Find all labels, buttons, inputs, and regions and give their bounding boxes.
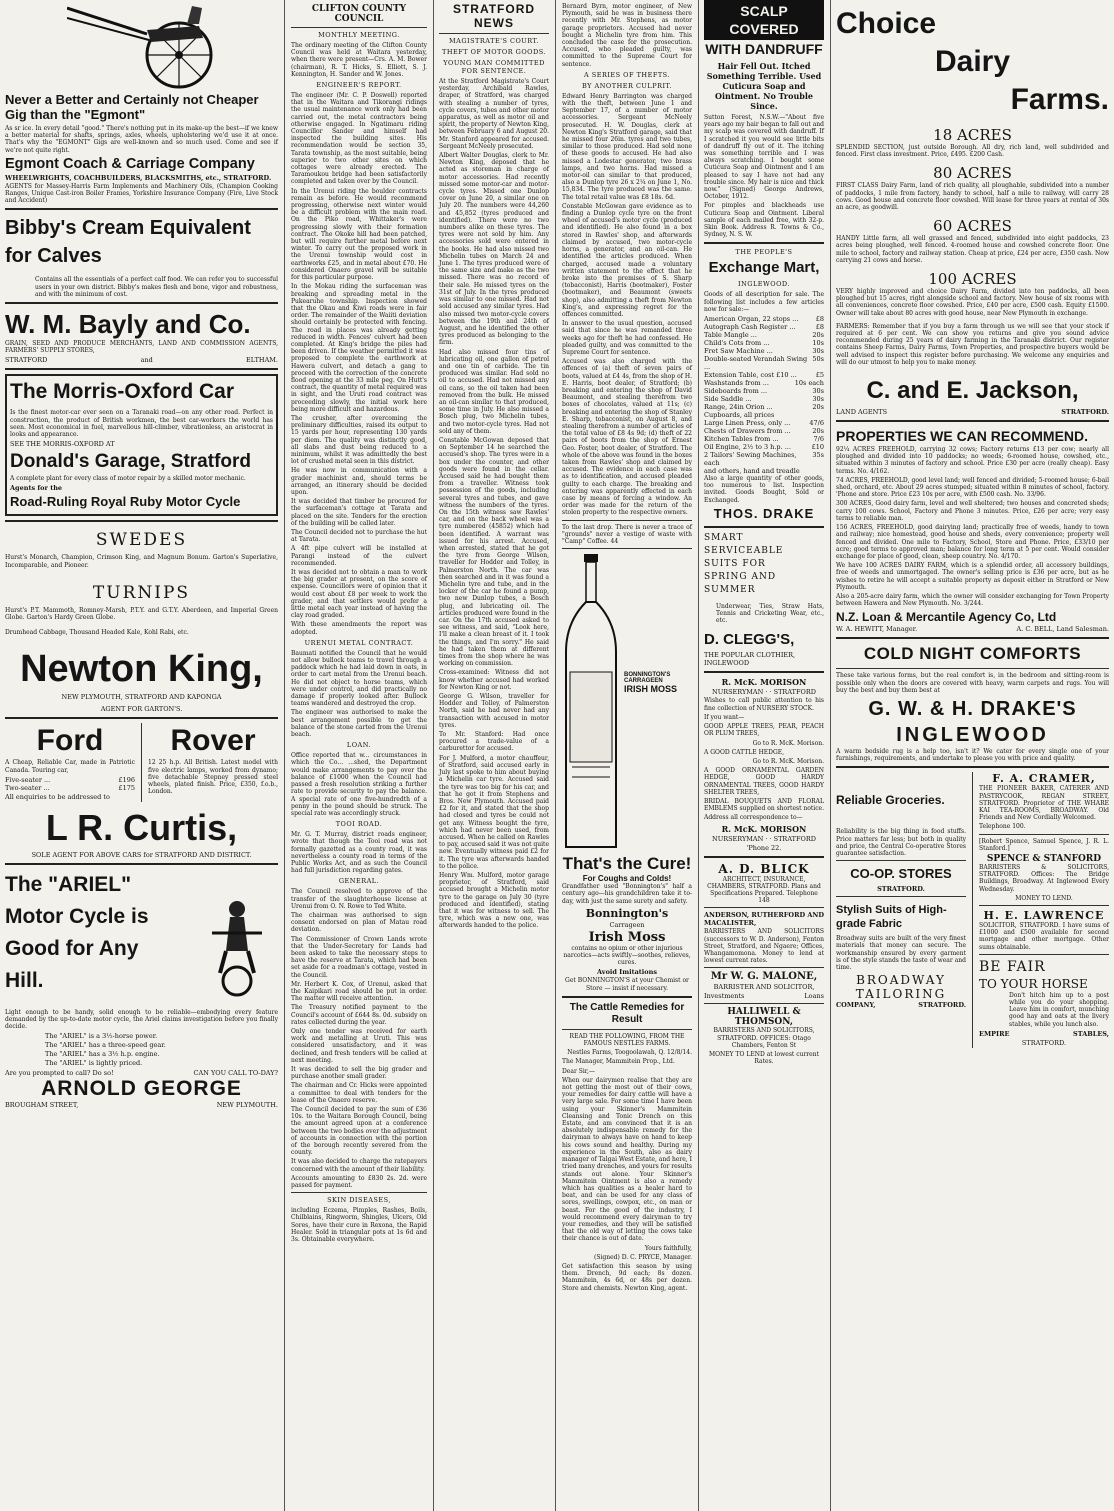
peoples-label: THE PEOPLE'S (735, 248, 793, 257)
arnold-george-name: ARNOLD GEORGE (41, 1077, 242, 1101)
ariel-body: Light enough to be handy, solid enough to be reliable—embodying every feature demanded by the up-to-date motor cycle, the Ariel claims investigation before you finally decide. (5, 1008, 278, 1031)
farm-80-acres-head: 80 ACRES (933, 164, 1012, 183)
series-p4: Accused was also charged with the offences of (a) theft of seven pairs of boots, valued at £4 4s, from the shop of H. E. Harris, boot dealer, of Stratford; (b) breaking and entering the shop of David Beaumont, and stealing therefrom two boxes of chocolates, valued at 11s; (c) breaking and entering the shop of Stanley E. Sharp, tobacconist, on August 8, and stealing therefrom a number of articles of the total value of £8 4s 9d; (d) theft of 22 pairs of boots from the shop of Ernest Geo. Foster, boot dealer, of Stratford. The whole of the above was found in the boxes taken from Rawles' shop and claimed by accused. The evidence in each case was as to identification, and accused pleaded guilty to each charge. The breaking and entering was apparently effected in each case by means of forcing a window. An order was made for the return of the stolen property to the respective owners. (562, 358, 692, 517)
stratford-p2: Albert Walter Douglas, clerk to Mr. Newton King, deposed that he acted as storeman in charge of motor accessories. Had recently missed some motor-car and motor-cycle tyres. Missed one Dunlop cover on June 20, a similar one on July 20. The numbers were 44,260 and 45,852 (tyres produced and identified). There were no two numbers alike on these tyres. The tyres were not sold by him. Any accessories sold were entered in the books. He had also missed two Michelin tubes on March 24 and June 1. The tyres produced were of the same size and make as the two missed. There was no record of their sale. He missed tyres on the 31st of July. In the tyres produced was similar to one missed. Had not sold accused any similar tyres. Had also missed two motor-cycle covers between the 19th and 24th of August, and he identified the other tyres produced as belonging to the firm. (439, 152, 549, 347)
property-6: Also a 205-acre dairy farm, which the owner will consider exchanging for Town Property between Hawera and New Plymouth. No. 3/244. (836, 592, 1109, 608)
column-advertisements-middle (699, 0, 829, 1511)
clifton-p20: The Treasury notified payment to the Council's account of £644 8s. 0d. subsidy on rates collected during the year. (291, 1004, 427, 1026)
clifton-p8: The Council decided not to purchase the hut at Tarata. (291, 529, 427, 544)
column-court-continued (557, 0, 697, 1511)
clifton-p2: The engineer (Mr. C. P. Doswell) reported that in the Waitara and Tikorangi ridings the usual maintenance work only had been carried out, the metal contractors being otherwise engaged. In Ngatimaru riding Councillor Sander and himself had inspected the building sites. His recommendation would be section 35, Tarata township, as the most suitable, being superior to two other sites on which cottages were already erected. The Taramoukou bridge had been satisfactorily completed and taken over by the Council. (291, 92, 427, 186)
donald-agents: Agents for the (10, 484, 63, 493)
exchange-mart-items (704, 315, 824, 475)
bayly-company-name: W. M. Bayly and Co. (5, 309, 251, 340)
morison-body: Wishes to call public attention to his fine collection of NURSERY STOCK. (704, 697, 824, 712)
thos-drake-name: THOS. DRAKE (713, 505, 815, 521)
cramer-telephone: Telephone 100. (979, 823, 1026, 831)
theft-heading: THEFT OF MOTOR GOODS. (441, 48, 547, 56)
motorcycle-rider-illustration (202, 889, 272, 999)
clifton-p26: Accounts amounting to £830 2s. 2d. were passed for payment. (291, 1174, 427, 1190)
property-5: We have 100 ACRES DAIRY FARM, which is a splendid order, all accessory buildings, free of weeds and unmortgaged. The owner's selling price is £36 per acre, but as he wishes to retire he will accept a suitable property as deposit either in Stratford or New Plymouth. (836, 562, 1109, 591)
ford-five-seater: Five-seater ... £196 (5, 775, 135, 784)
drakes-body: A warm bedside rug is a help too, isn't it? We cater for every single one of your furnishings, requirements, and undertake to please you with price and quality. (836, 747, 1109, 763)
bonnington-get: Get BONNINGTON'S at your Chemist or Store — insist if necessary. (565, 977, 689, 992)
court-top-paragraph: Bernard Byrn, motor engineer, of New Plymouth, said he was in business there recently with Mr. Stephens, as motor garage proprietors. Accused had never bought a Michelin tyre from him. This concluded the case for the prosecution. Accused, who pleaded guilty, was committed to the Supreme Court for sentence. (562, 3, 692, 68)
drumhead-line: Drumhead Cabbage, Thousand Headed Kale, Kohl Rabi, etc. (5, 629, 189, 637)
egmont-trades: WHEELWRIGHTS, COACHBUILDERS, BLACKSMITHS, etc., STRATFORD. (5, 173, 272, 182)
property-1: 92¼ ACRES FREEHOLD, carrying 32 cows; Factory returns £13 per cow; nearly all ploughed and divided into 10 paddocks; no weeds; 6-roomed house, cowshed, etc., situated within 3 minutes of factory and school. Price £30 per acre (really cheap). Easy terms. No. 4/162. (836, 446, 1109, 475)
ariel-head-3: Good for Any (5, 936, 139, 960)
clifton-p22: It was decided to sell the big grader and purchase another small grader. (291, 1066, 427, 1081)
stylish-suits-head: Stylish Suits of High-grade Fabric (836, 904, 947, 931)
be-fair-head-2: TO YOUR HORSE (979, 976, 1088, 991)
clifton-p9: A 4ft pipe culvert will be installed at Parangi instead of the culvert recommended. (291, 545, 427, 567)
farm-100-acres-body: VERY highly improved and choice Dairy Farm, divided into ten paddocks, all been ploughed but 15 acres, right alongside school and factory. New house of six rooms with all conveniences, concrete floor cowshed. Price, £40 per acre, £500 cash. Equity £1500. Owner will take about 80 acres with good house, near New Plymouth in exchange. (836, 288, 1109, 317)
cattle-body: When our dairymen realise that they are not getting the most out of their cows, your remedies for dairy cattle will have a very large sale. For some time I have been using your Skinner's Mammitein Cleansing and Tonic Drench on this Estate, and am convinced that it is an absolutely indispensable remedy for the dairyman to always have on hand to keep his cows sound and healthy. During my experience in the South, also as dairy manager of Talgai West Estate, and here, I tried many drenches, and yours for results stands out alone. Your Skinner's Mammitein Ointment is also a remedy which has qualities as a healer hard to beat, and can be used for any class of sores, swellings, cowpox, etc., on man or beast. For the good of the industry, I would recommend every dairyman to try your remedies, and they will be satisfied that the old way of letting the cows take their chance is out of date. (562, 1076, 693, 1243)
clifton-p5: The crusher, after overcoming the preliminary difficulties, raised its output to 15 yards per hour, representing 130 yards per diem. The quality was distinctly good, all slabs and dust being reduced to a minimum, whilst it was admittedly the best lot of crushed metal seen in this district. (291, 414, 427, 466)
halliwell-money: MONEY TO LEND at lowest current Rates. (708, 1050, 820, 1066)
ariel-line-1: The "ARIEL" is a 3½-horse power. (45, 1032, 158, 1041)
broadway-line-2: TAILORING (855, 987, 947, 1002)
newton-king-name: Newton King, (20, 648, 263, 691)
ariel-head-2: Motor Cycle is (5, 904, 149, 928)
bayly-towns: STRATFORD and ELTHAM. (5, 356, 278, 365)
clifton-p19: Mr. Herbert K. Cox, of Urenui, asked that the Kaipikari road should be put in order. The matter will receive attention. (291, 980, 427, 1003)
swedes-heading: SWEDES (95, 530, 188, 551)
cramer-body: THE PIONEER BAKER, CATERER AND PASTRYCOOK, REGAN STREET, STRATFORD. Proprietor of THE WHARE KAI TEA-ROOMS, BROADWAY. Old Friends and New Cordially Welcomed. (979, 785, 1109, 822)
farm-18-acres-body: SPLENDID SECTION, just outside Borough. All dry, rich land, well subdivided and fenced. First class investment. Price, £495. £200 Cash. (836, 144, 1109, 159)
morris-see: SEE THE MORRIS-OXFORD AT (10, 440, 115, 449)
halliwell-body: BARRISTERS AND SOLICITORS, STRATFORD. OFFICES: Otago Chambers, Fenton St (713, 1027, 815, 1049)
scalp-headline-2: WITH DANDRUFF (705, 41, 823, 57)
engineers-report-heading: ENGINEER'S REPORT. (316, 81, 402, 90)
morison-name-2: R. McK. MORISON (721, 823, 807, 834)
bonnington-irish-moss: Irish Moss (588, 929, 666, 945)
clifton-p12: Baumati notified the Council that he would not allow bullock teams to travel through a paddock which he had laid down in oats, in order to cart metal from the Urenui beach. He did not object to horse teams, which were under control, and did practically no damage if properly looked after. Bullock teams wandered and destroyed the crop. (291, 649, 427, 708)
cattle-to: The Manager, Mammitein Prop., Ltd. (562, 1058, 675, 1066)
smart-suits-block (704, 532, 824, 597)
anderson-body: BARRISTERS AND SOLICITORS (successors to W. D. Anderson), Fenton Street, Stratford, and Ngaere; Offices, Whangamomona. Money to lend at lowest current rates. (704, 928, 824, 965)
exchange-mart-item: Table Mangle ... 20s (704, 331, 824, 340)
stratford-p7: To Mr. Stanford: Had once procured a trade-value of a carburettor for accused. (439, 731, 549, 753)
egmont-headline: Never a Better and Certainly not Cheaper Gig than the "Egmont" (5, 92, 259, 122)
bottle-label-1: BONNINGTON'S (624, 672, 671, 679)
ariel-head-4: Hill. (5, 968, 44, 992)
morison-go-1: Go to R. McK. Morison. (752, 739, 824, 747)
skin-diseases-heading: SKIN DISEASES, (327, 1196, 391, 1205)
clifton-p25: It was also decided to charge the ratepayers concerned with the amount of their liability. (291, 1158, 427, 1173)
loan-heading: LOAN. (346, 741, 372, 750)
clifton-p24: The Council decided to pay the sum of £36 10s. to the Waitara Borough Council, being the amount agreed upon at a conference between the two bodies over the adjustment of accounts in connection with the portion of the borough recently severed from the county. (291, 1106, 427, 1157)
morison-line-3: A GOOD ORNAMENTAL GARDEN HEDGE, GOOD HARDY ORNAMENTAL TREES, GOOD HARDY SHELTER TREES, (704, 767, 824, 796)
cattle-sign-1: Yours faithfully, (644, 1244, 692, 1252)
egmont-agents: AGENTS for Massey-Harris Farm Implements and Machinery Oils, (Champion Cooking Ranges, Unique Cast-iron Boiler Frames, Yorkshire Insurance Company (Fire, Live Stock and Accident) (5, 182, 278, 205)
empire-town: STRATFORD. (1021, 1038, 1067, 1047)
stratford-p8: For J. Mulford, a motor chauffeur, of Stratford, said accused early in July last spoke to him about buying a Michelin car tyre. Accused said the tyre was too big for his car, and that he got it from Stephens and Bros. New Plymouth. Accused paid £2 for it, and stated that the shop had closed and tyres be could not get any. Witness bought the tyre, which had never been used, from accused. When he called on Rawles to pay, accused said it was not quite new. Eventually witness paid £2 for it. The tyre was afterwards handed to the police. (439, 754, 549, 870)
cure-subheadline: For Coughs and Colds! (582, 874, 672, 884)
ford-headline: Ford (36, 724, 104, 758)
exchange-mart-item: Kitchen Tables from ... 7/6 (704, 435, 824, 444)
cold-night-headline: COLD NIGHT COMFORTS (863, 644, 1082, 664)
ariel-line-3: The "ARIEL" has a 3½ h.p. engine. (45, 1050, 160, 1059)
exchange-mart-item: Oil Engine, 2½ to 3 h.p. ... £10 (704, 443, 824, 452)
smart-list: Underwear, Ties, Straw Hats, Tennis and Cricketing Wear, etc., etc. (716, 602, 824, 625)
exchange-mart-item: American Organ, 22 stops ... £8 (704, 315, 824, 324)
bonnington-note: contains no opium or other injurious narcotics—acts swiftly—soothes, relieves, cures. (563, 944, 691, 967)
exchange-mart-item: Washstands from ... 10s each (704, 379, 824, 388)
clifton-p3: In the Urenui riding the boulder contracts remain as before. He would recommend progressing, otherwise next winter would be a difficult problem with the main road. On the Piko road, Whittaker's were progressing slowly with their formation contract. The Okoke hill had been patched, but will require further metal before next winter. To carry out the proposed work in the Urenui township would cost in earthworks £25, and in metal about £70. He considered Onaero gravel will be suitable for this particular purpose. (291, 187, 427, 282)
gig-carriage-illustration (67, 0, 217, 90)
exchange-mart-footer: Also a large quantity of other goods, too numerous to list. Inspection invited. Goods Bought, Sold or Exchanged. (704, 475, 824, 504)
donald-garage-headline: Donald's Garage, Stratford (10, 451, 252, 473)
ford-body: A Cheap, Reliable Car, made in Patriotic Canada. Touring car, (5, 759, 135, 774)
curtis-sub: SOLE AGENT FOR ABOVE CARS for STRATFORD AND DISTRICT. (31, 850, 252, 859)
donald-body: A complete plant for every class of motor repair by a skilled motor mechanic. (10, 475, 246, 483)
clifton-p18: The Commissioner of Crown Lands wrote that the Under-Secretary for Lands had been asked to take the necessary steps to have the reserve at Tarata, which had been set aside for a roadman's cottage, vested in the Council. (291, 935, 427, 979)
properties-headline: PROPERTIES WE CAN RECOMMEND. (836, 428, 1089, 445)
farm-100-acres-head: 100 ACRES (928, 270, 1017, 289)
drakes-name: G. W. & H. DRAKE'S (868, 697, 1077, 720)
clifton-p4: In the Mokau riding the surfaceman was breaking and spreading metal in the Pukearuhe township. Inspection showed that the Okau and Kiwi roads were in fair order. The remainder of the Waiiti deviation should certainly be protected with fencing. The road in places was already getting reduced in width. Fences' culvert had been completed. At King's bridge the piles had been driven. If the weather permitted it was proposed to complete the earthwork at Hawera culvert, and detach a gang to proceed with the correction of the concrete flood opening at the 33 mile peg. On Hutt's contract, the quantity of metal required was in sight, and the Uruti road contract was proceeding slowly, the initial work here being more difficult and hazardous. (291, 283, 427, 413)
stratford-p9: Henry Wm. Mulford, motor garage proprietor, of Stratford, said accused brought a Michelin motor tyre to the garage on July 30 (tyre produced and identified), stating that it was for witness to sell. The tyre, which was a new one, was afterwards handed to the police. (439, 871, 549, 930)
farm-60-acres-head: 60 ACRES (933, 217, 1012, 236)
curtis-name: L R. Curtis, (45, 806, 238, 848)
smart-line-5: SUMMER (704, 584, 756, 595)
ford-two-seater: Two-seater ... £175 (5, 783, 135, 792)
morris-oxford-ad (5, 374, 278, 516)
rover-headline: Rover (170, 724, 256, 758)
bottle-label-3: IRISH MOSS (624, 684, 678, 695)
ariel-ad (5, 869, 278, 1009)
bibby-headline: Bibby's Cream Equivalent for Calves (5, 217, 251, 268)
clifton-p6: He was now in communication with a grader machinist and, should terms be arranged, an itinerary should be decided upon. (291, 467, 427, 496)
skin-diseases-body: including Eczema, Pimples, Rashes, Boils, Chilblains, Ringworm, Shingles, Ulcers, Old Sores, have their cure in Rexona, the Rapid Healer. Sold in triangular pots at 1s 6d and 3s. Obtainable everywhere. (291, 1207, 427, 1244)
bonnington-avoid: Avoid Imitations (597, 968, 657, 977)
cattle-dear: Dear Sir,— (562, 1067, 595, 1075)
dairy-word: Dairy (934, 45, 1011, 78)
exchange-mart-town: INGLEWOOD. (738, 280, 790, 289)
blick-body: ARCHITECT, INSURANCE, CHAMBERS, STRATFORD. Plans and Specifications Prepared. Telephone 148 (707, 875, 821, 905)
clifton-p15: Mr. G. T. Murray, district roads engineer, wrote that though the Tooi road was not formally gazetted as a county road, it was nevertheless a county road in terms of the Public Works Act, and as such the Council had full jurisdiction regarding gates. (291, 831, 427, 875)
turnips-body: Hurst's P.T. Mammoth, Romney-Marsh, P.T.Y. and G.T.Y. Aberdeen, and Imperial Green Globe. Garton's Hardy Green Globe. (5, 606, 278, 622)
arnold-george-address: BROUGHAM STREET, NEW PLYMOUTH. (5, 1101, 278, 1110)
clifton-p13: The engineer was authorised to make the best arrangement possible to get the balance of the stone carted from the Urenui beach. (291, 709, 427, 739)
ariel-head-1: The "ARIEL" (5, 872, 132, 896)
exchange-mart-item: Chests of Drawers from ... 20s (704, 427, 824, 436)
lawrence-body: SOLICITOR, STRATFORD. I have sums of £1000 and £500 available for second mortgage and other mortgage. Other sums obtainable. (979, 921, 1109, 951)
morison-name: R. McK. MORISON (721, 677, 807, 688)
morison-phone: 'Phone 22. (746, 843, 782, 852)
stratford-news-heading: STRATFORD NEWS (452, 2, 536, 30)
exchange-mart-item: Large Linen Press, only ... 47/6 (704, 419, 824, 428)
farms-word: Farms. (1010, 83, 1109, 116)
cold-night-body: These take various forms, but the real comfort is, in the bedroom and sitting-room is possible only when the doors are covered with heavy, warm carpets and rugs. You will buy the best and buy them best at (836, 672, 1109, 694)
morison-trade-2: NURSERYMAN · · STRATFORD (712, 834, 816, 843)
choice-word: Choice (836, 7, 937, 40)
bonnington-bottle-illustration (562, 552, 620, 852)
broadway-company: COMPANY, STRATFORD. (836, 1001, 966, 1010)
morison-go-2: Go to R. McK. Morison. (752, 757, 824, 765)
scalp-headline-1: SCALP COVERED (704, 0, 824, 40)
spence-name: SPENCE & STANFORD (986, 853, 1102, 864)
coop-stores-town: STRATFORD. (877, 885, 925, 894)
farmers-note: FARMERS: Remember that if you buy a farm through us we will see that your stock if required at 6 per cent. We can show you returns and give you sound advice recommended during 25 years of dairy farming in the Taranaki district. Our register contains Sheep Farms, Dairy Farms, Town Properties, and prospective buyers would be well advised to inspect this register before purchasing. We welcome any enquiries and will do our utmost to help you to make money. (836, 322, 1109, 366)
spence-partners: [Robert Spence, Samuel Spence, J. R. L. Stanford.] (979, 837, 1109, 852)
scalp-subheadline: Hair Fell Out. Itched Something Terrible. Used Cuticura Soap and Ointment. No Trouble Since. (706, 61, 822, 111)
cramer-name: F. A. CRAMER, (992, 772, 1096, 786)
clifton-subheading: MONTHLY MEETING. (318, 31, 400, 39)
column-clifton-county-council (286, 0, 432, 1511)
exchange-mart-name: Exchange Mart, (708, 259, 820, 277)
jackson-footer: LAND AGENTS STRATFORD. (836, 408, 1109, 417)
column-advertisements-left (0, 0, 283, 1511)
morris-headline: The Morris-Oxford Car (10, 380, 235, 404)
stylish-suits-body: Broadway suits are built of the very finest materials that money can secure. The workmanship ensured by every garment is of the style stands the taste of wear and time. (836, 935, 966, 971)
column-advertisements-right (831, 0, 1114, 1511)
morris-body: Is the finest motor-car ever seen on a Taranaki road—on any other road. Perfect in construction, the product of British workmen, the best car-workers the world has seen. Most economical in fuel, marvellous hill-climber, vibrationless, an aristocrat in looks and appearance. (10, 409, 273, 439)
bonnington-carrageen: Carrageen (609, 920, 645, 929)
series-heading: A SERIES OF THEFTS. (584, 70, 670, 79)
clifton-p17: The chairman was authorised to sign consent endorsed on plan of Matau road deviation. (291, 911, 427, 934)
clifton-p16: The Council resolved to approve of the transfer of the slaughterhouse license at Urenui from O. N. Rowe to Ted White. (291, 888, 427, 910)
smart-line-3: SUITS FOR (704, 558, 766, 569)
royal-ruby-motorcycle: Road-Ruling Royal Ruby Motor Cycle (10, 494, 241, 510)
stratford-p6: George G. Wilson, traveller for Hodder and Tolley, of Palmerston North, said he had never had any transaction with accused in motor tyres. (439, 693, 549, 729)
morison-line-1: GOOD APPLE TREES, PEAR, PEACH OR PLUM TREES, (704, 723, 824, 738)
clifton-p1: The ordinary meeting of the Clifton County Council was held at Waitara yesterday, when there were present—Crs. A. M. Bower (chairman), R. T. Hicks, S. Elliott, S. J. Kennington, H. Sander and W. Jones. (291, 42, 427, 78)
clifton-heading: CLIFTON COUNTY COUNCIL (311, 4, 407, 24)
morison-line-4: BRIDAL BOUQUETS AND FLORAL EMBLEMS supplied on shortest notice. (704, 797, 825, 813)
cattle-remedies-headline: The Cattle Remedies for Result (569, 1001, 685, 1025)
bayly-body: GRAIN, SEED AND PRODUCE MERCHANTS, LAND AND COMMISSION AGENTS, FARMERS' SUPPLY STORES, (5, 340, 278, 355)
exchange-mart-item: Cupboards, all prices (704, 411, 775, 420)
scalp-footer: For pimples and blackheads use Cuticura Soap and Ointment. Liberal sample of each mailed free, with 32-p. Skin Book. Address R. Towns & Co., Sydney, N. S. W. (704, 202, 824, 239)
halliwell-name: HALLIWELL & THOMSON, (727, 1007, 801, 1028)
ariel-line-2: The "ARIEL" has a three-speed gear. (45, 1041, 166, 1050)
exchange-mart-item: 2 Tailors' Sewing Machines, each 35s (704, 451, 824, 468)
exchange-mart-item: Fret Saw Machine ... 30s (704, 347, 824, 356)
nz-loan-staff: W. A. HEWITT, Manager. A. C. BELL, Land Salesman. (836, 625, 1109, 634)
ariel-prompt-row: Are you prompted to call? Do so! CAN YOU CALL TO-DAY? (5, 1069, 278, 1078)
egmont-body: As sr ice. In every detail "good." There's nothing put in its make-up the best—if we knew a better material for shafts, springs, axles, wheels, upholstering we'd use it at once. That's why the "EGMONT" Gigs are well-known and so much used. Come and see if we're not quite right. (5, 125, 278, 154)
stratford-p1: At the Stratford Magistrate's Court yesterday, Archibald Rawles, draper, of Stratford, was charged with stealing a number of tyres, cycle covers, tubes and other motor apparatus, as well as motor oil and spirit, the property of Newton King, between February 6 and August 20. Mr. Stanford appeared for accused. Sergeant McNeely prosecuted. (439, 78, 549, 150)
clifton-p14: Office reported that w... circumstances in which the Co... ...shed, the Department would make arrangements to pay over the balance of £1000 when the Council had passed a fresh resolution striking a further rate to provide security to pay the balance. A special rate of one five-hundredth of a penny in the pound should be struck. The special rate was accordingly struck. (291, 752, 427, 817)
cattle-sign-2: (Signed) D. C. PRYCE, Manager. (594, 1253, 692, 1261)
bottle-label-2: CARRAGEEN (624, 678, 663, 685)
exchange-mart-intro: Goods of all description for sale. The following list includes a few articles now for sale:— (704, 291, 824, 313)
morison-address: Address all correspondence to— (704, 814, 803, 822)
ariel-line-4: The "ARIEL" is lightly priced. (45, 1059, 143, 1068)
rover-ad (148, 723, 278, 801)
spence-money: MONEY TO LEND. (1015, 894, 1073, 902)
malone-body: BARRISTER AND SOLICITOR, (713, 983, 815, 992)
newton-king-agent: AGENT FOR GARTON'S. (100, 705, 183, 714)
turnips-heading: TURNIPS (92, 582, 191, 603)
nz-loan-name: N.Z. Loan & Mercantile Agency Co, Ltd (836, 610, 1057, 625)
cattle-address: Nestles Farms, Toogoolawah, Q. 12/8/14. (567, 1049, 692, 1057)
empire-stables: EMPIRE STABLES, (979, 1029, 1109, 1038)
rover-body: 12 25 h.p. All British. Latest model with five electric lamps, worked from dynamo; five detachable Stepney pressed steel wheels, plated finish. Price, £350, f.o.b., London. (148, 759, 278, 796)
exchange-mart-item: Double-seated Verandah Swing ... 50s (704, 355, 824, 372)
exchange-mart-item: Extension Table, cost £10 ... £5 (704, 371, 824, 380)
urenui-heading: URENUI METAL CONTRACT. (304, 638, 414, 647)
series-p2: Constable McGowan gave evidence as to finding a Dunlop cycle tyre on the front wheel of accused's motor cycle (produced and identified). He also found in a box stored in Rawles' shop, and afterwards claimed by accused, two motor-cycle horns, a generator, and an oil-can. He identified the articles produced. When charged, accused made a voluntary written statement to the effect that he broke into the premises of S. Sharp (tobacconist), Harris (bootmaker), Foster (bootmaker), and Beaumont (sweets shop), also admitting a theft from Newton King's, and expressing regret for the offences committed. (562, 202, 692, 318)
property-4: 156 ACRES, FREEHOLD, good dairying land; practically free of weeds, handy to town and railway; nice homestead, good house and sheds, every convenience; property well fenced and divided. One mile to Factory, School, Store and Phone. Price, £33/10 per acre; good terms to approved man; balance for long term at 5 per cent. Would consider exchange for place of good, clean, sheep country. No. 4/170. (836, 524, 1109, 560)
reliable-groceries-head: Reliable Groceries. (836, 793, 945, 808)
stratford-p4: Constable McGowan deposed that on September 14 he searched the accused's shop. The tyres were in a box under the counter, and other goods were found in the cellar. Accused said he had bought them from a traveller. Witness took possession of the goods, including several tyres and tubes, and gave witness the numbers of the tyres. On the 15th witness saw Rawles' car, and on the back wheel was a tyre numbered (45852) which had been identified. A warrant was issued for his arrest. Accused, when arrested, stated that he got the tyre from George Wilson, traveller for Hodder and Tolley, in Palmerston North. The car was then searched and in it was found a Michelin tyre and tube, and in the locker of the car he found a pump, two new Dunlop tubes, a Bosch plug, and lubricating oil. The articles produced were found in the car. On the 17th accused asked to see witness, and said, "Look here, I'll make a clean breast of it. I took the things, and I'm sorry." He said he had taken them at different times from the shop where he was working on commission. (439, 436, 549, 668)
clifton-p11: With these amendments the report was adopted. (291, 621, 427, 636)
property-3: 300 ACRES, Good dairy farm, level and well sheltered; two houses and concreted sheds; carry 100 cows. School, Factory and Phone 3 minutes. Price, £26 per acre; very easy terms to reliable man. (836, 500, 1109, 522)
exchange-mart-item: Child's Cots from ... 10s (704, 339, 824, 348)
series-subheading: BY ANOTHER CULPRIT. (582, 81, 672, 90)
clegg-name: D. CLEGG'S, (704, 631, 795, 649)
egmont-company-name: Egmont Coach & Carriage Company (5, 155, 255, 172)
smart-line-4: SPRING AND (704, 571, 777, 582)
camp-coffee-filler: To the last drop. There is never a trace of "grounds" never a vestige of waste with "Camp" Coffee. 44 (562, 523, 692, 546)
swedes-body: Hurst's Monarch, Champion, Crimson King, and Magnum Bonum. Garton's Superlative, Incomparable, and Pioneer. (5, 554, 278, 569)
property-2: 74 ACRES, FREEHOLD, good level land; well fenced and divided; 5-roomed house; 6-bail shed, orchard, etc. About 29 acres stumped; situated within 8 minutes of school, factory. 'Phone and store. Price £23 10s per acre, with £500 cash. No. 33/96. (836, 476, 1109, 499)
scalp-body: Sutton Forest, N.S.W.—"About five years ago my hair began to fall out and my scalp was covered with dandruff. If I scratched it you would see little bits of dandruff fly out of it. The itching was something terrible and I was always scratching. I bought some Cuticura Soap and Ointment and I am pleased to say I have not had any trouble since. My hair is nice and thick now." (Signed) George Andrews, October, 1912. (704, 114, 824, 201)
cure-body: Grandfather used "Bonnington's" half a century ago—his grandchildren take it to-day, with just the same surety and safety. (562, 883, 692, 905)
malone-services: Investments Loans (704, 992, 824, 1001)
morison-line-2: A GOOD CATTLE HEDGE, (704, 748, 785, 756)
newton-king-towns: NEW PLYMOUTH, STRATFORD AND KAPONGA (61, 693, 222, 702)
stratford-p3: Had also missed four tins of lubricating oil, one gallon of petrol and one tin of carbide. The tin produced was similar. Had sold no oil to accused. Had not missed any oil cans, so the oil taken had been removed from the bulk. He missed an oil-can similar to that produced, some time in July. He also missed a Bosch plug, two Michelin tubes, and two motor-cycle tyres. Had not sold any of them. (439, 348, 549, 435)
be-fair-body: Don't hitch him up to a post while you do your shopping. Leave him in comfort, munching good hay and oats at the livery stables, while you lunch also. (1009, 991, 1109, 1028)
anderson-name: ANDERSON, RUTHERFORD AND MACALISTER, (704, 911, 824, 928)
farm-18-acres-head: 18 ACRES (933, 126, 1012, 144)
exchange-mart-item: Range, 24in Orion ... 20s (704, 403, 824, 412)
clifton-p23: The chairman and Cr. Hicks were appointed a committee to deal with tenders for the lease of the Onaero reserve. (291, 1082, 427, 1104)
clegg-sub: THE POPULAR CLOTHIER, INGLEWOOD (704, 651, 796, 668)
clifton-p7: It was decided that timber be procured for the surfaceman's cottage at Tarata and placed on the site. Tenders for the erection of the building will be called later. (291, 498, 427, 527)
smart-line-1: SMART (704, 532, 744, 543)
cure-headline: That's the Cure! (562, 854, 692, 874)
farm-80-acres-body: FIRST CLASS Dairy Farm, land of rich quality, all ploughable, subdivided into a number of paddocks, 1 mile from factory, handy to school, half a mile to railway, will carry 28 cows. Good house and concrete floor cowshed. Will lease for three years at rental of 30s an acre, as goodwill. (836, 182, 1109, 212)
stratford-p5: Cross-examined: Witness did not know whether accused had worked for Newton King or not. (439, 669, 549, 691)
exchange-mart-item: Side Saddle ... 30s (704, 395, 824, 404)
ford-rover-ads (5, 723, 278, 801)
ford-ad (5, 723, 135, 801)
be-fair-head-1: BE FAIR (979, 958, 1046, 975)
coop-stores-head: CO-OP. STORES (850, 866, 952, 882)
lower-right-ads (836, 772, 1109, 1047)
spence-body: BARRISTERS & SOLICITORS, STRATFORD. Offices: The Bridge Buildings, Broadway. At Inglewood Every Wednesday. (979, 863, 1109, 893)
jackson-name: C. and E. Jackson, (866, 377, 1079, 405)
tooi-road-heading: TOOI ROAD. (335, 820, 383, 829)
bonnington-ad (562, 552, 692, 852)
morison-trade: NURSERYMAN · · STRATFORD (712, 688, 816, 697)
magistrates-court-heading: MAGISTRATE'S COURT. (448, 37, 540, 45)
reliable-groceries-body: Reliability is the big thing in food stuffs. Price matters far less; but both in quality and price, the Central Co-operative Stores guarantee satisfaction. (836, 828, 966, 857)
column-stratford-news (434, 0, 554, 1511)
smart-line-2: SERVICEABLE (704, 545, 784, 556)
bibby-body: Contains all the essentials of a perfect calf food. We can refer you to successful users in your own district. Bibby's makes flesh and bone, vigor and robustness, and with the minimum of cost. (35, 276, 278, 298)
cattle-footer: Get satisfaction this season by using them. Drench, 9d each; 8s dozen. Mammitein, 4s 6d, or 48s per dozen. Store and chemists. Newton King, agent. (562, 1262, 692, 1292)
exchange-mart-item: Autograph Cash Register ... £8 (704, 323, 824, 332)
blick-name: A. D. BLICK (718, 861, 810, 876)
clifton-p21: Only one tender was received for earth work and metalling at Uruti. This was considered unsatisfactory, and it was declined, and fresh tenders will be called at next meeting. (291, 1027, 427, 1064)
series-p3: In answer to the usual question, accused said that since he was remanded three weeks ago for theft he had confessed. He pleaded guilty, and was committed to the Supreme Court for sentence. (562, 320, 692, 356)
bonnington-name: Bonnington's (585, 906, 669, 920)
exchange-mart-item: and others, hand and treadle (704, 467, 800, 476)
series-p1: Edward Henry Barrington was charged with the theft, between June 1 and September 17, of a number of motor accessories. Sergeant McNeely prosecuted. H. W. Douglas, clerk at Newton King's Stratford garage, said that he missed four 26in. tyres and two tubes, similar to those produced. Had sold none of these goods to accused. He had also missed a Lodestar generator, two brass lamps, and two horns. Had missed a motor-oil can similar to that produced, also a Dunlop tyre 26 x 2¼ on June 1, No. 15,834. The tyre produced was the same. The total retail value was £8 18s. 6d. (562, 92, 692, 201)
drakes-town: INGLEWOOD (896, 723, 1049, 746)
general-heading: GENERAL. (338, 877, 380, 886)
broadway-line-1: BROADWAY (856, 973, 946, 988)
exchange-mart-item: Sideboards from ... 30s (704, 387, 824, 396)
lawrence-name: H. E. LAWRENCE (983, 908, 1105, 922)
farm-60-acres-body: HANDY Little farm, all well grassed and fenced, subdivided into eight paddocks, 23 acres being ploughed, well fenced. 4-roomed house and cowshed concrete floor. One mile to school, factory and railway station. Cheap at price, £24 per acre, £350 cash. Now carrying 21 cows and horse. (836, 235, 1109, 264)
morison-want: If you want— (704, 713, 745, 721)
clifton-p10: It was decided not to obtain a man to work the big grader at present, on the score of expense. Councillors were of opinion that it would cost about £8 per week to work the grader, and that settlers would prefer a little metal each year instead of having the clay road graded. (291, 569, 427, 620)
cattle-read: READ THE FOLLOWING, FROM THE FAMOUS NESTLES FARMS. (569, 1032, 685, 1048)
committed-heading: YOUNG MAN COMMITTED FOR SENTENCE. (443, 59, 545, 75)
ford-note: All enquiries to be addressed to (5, 792, 110, 801)
malone-name: Mr W. G. MALONE, (710, 971, 818, 983)
